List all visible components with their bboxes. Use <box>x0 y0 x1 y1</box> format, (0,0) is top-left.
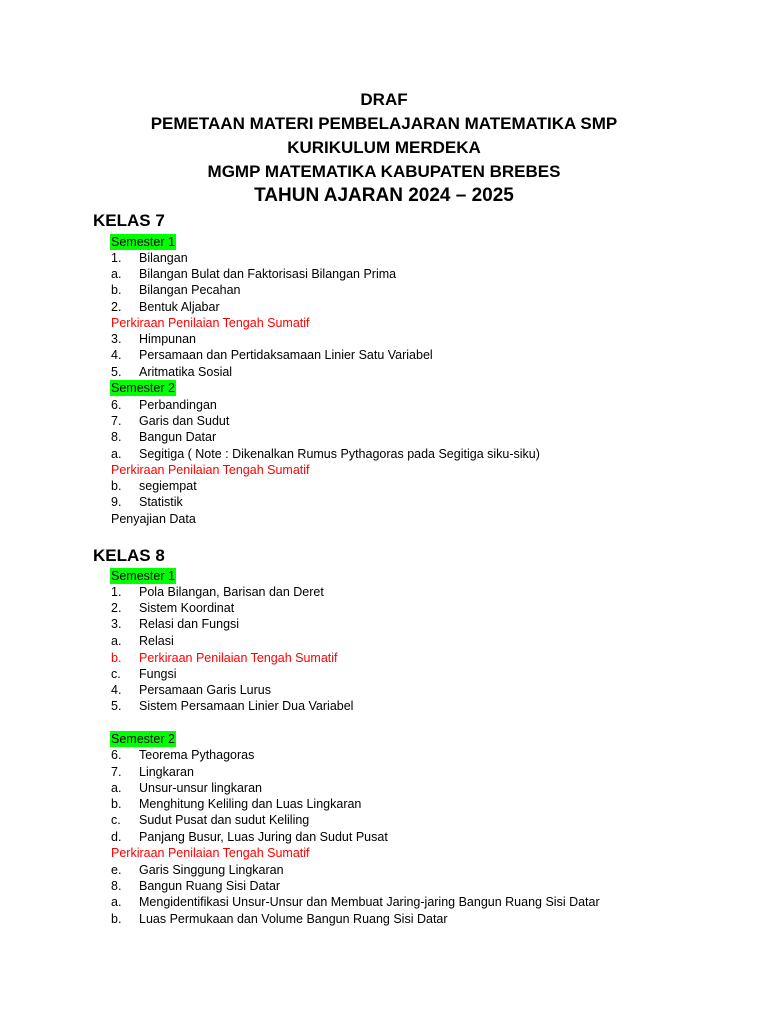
list-item-number: 4. <box>111 348 122 362</box>
list-item-text: Bangun Ruang Sisi Datar <box>139 879 281 893</box>
list-item-number: e. <box>111 863 122 877</box>
list-item <box>0 812 768 828</box>
list-item <box>0 878 768 894</box>
list-item-number: 3. <box>111 332 122 346</box>
list-item <box>0 796 768 812</box>
list-item <box>0 747 768 763</box>
list-item-text: Bilangan Bulat dan Faktorisasi Bilangan Prima <box>139 267 397 281</box>
list-item-text: Lingkaran <box>139 765 194 779</box>
list-item-number: 1. <box>111 585 122 599</box>
list-item <box>0 347 768 363</box>
list-item <box>0 633 768 649</box>
semester-label <box>0 568 768 584</box>
list-item-text: Segitiga ( Note : Dikenalkan Rumus Pythagoras pada Segitiga siku-siku) <box>139 447 540 461</box>
list-item-text: Perkiraan Penilaian Tengah Sumatif <box>139 651 338 665</box>
list-item-number: 8. <box>111 430 122 444</box>
list-item <box>0 446 768 462</box>
organization-title: MGMP MATEMATIKA KABUPATEN BREBES <box>207 162 561 181</box>
list-item-number: b. <box>111 651 122 665</box>
list-item-text: Sistem Persamaan Linier Dua Variabel <box>139 699 354 713</box>
list-item-text: Bangun Datar <box>139 430 217 444</box>
list-item-number: a. <box>111 447 122 461</box>
list-item-text: Bentuk Aljabar <box>139 300 220 314</box>
list-item <box>0 780 768 796</box>
list-item-text: Unsur-unsur lingkaran <box>139 781 262 795</box>
list-item <box>0 600 768 616</box>
list-item <box>0 478 768 494</box>
list-item <box>0 616 768 632</box>
list-item-text: Sistem Koordinat <box>139 601 235 615</box>
list-item-number: 7. <box>111 414 122 428</box>
list-item <box>0 429 768 445</box>
list-item <box>0 698 768 714</box>
list-item-text: Garis Singgung Lingkaran <box>139 863 284 877</box>
list-item-text: segiempat <box>139 479 197 493</box>
assessment-note <box>0 315 768 331</box>
curriculum-title: KURIKULUM MERDEKA <box>287 138 481 157</box>
semester-label-text: Semester 1 <box>111 235 175 249</box>
list-item <box>0 911 768 927</box>
semester-label <box>0 234 768 250</box>
list-item <box>0 862 768 878</box>
list-item <box>0 397 768 413</box>
list-item-number: c. <box>111 667 121 681</box>
assessment-note-text: Perkiraan Penilaian Tengah Sumatif <box>111 463 310 477</box>
semester-label-text: Semester 2 <box>111 381 175 395</box>
assessment-note-text: Perkiraan Penilaian Tengah Sumatif <box>111 316 310 330</box>
list-item-number: b. <box>111 479 122 493</box>
list-subitem-text: Penyajian Data <box>111 512 196 526</box>
kelas-8-heading: KELAS 8 <box>93 546 165 565</box>
list-item-number: b. <box>111 797 122 811</box>
list-item-text: Relasi <box>139 634 174 648</box>
list-item-number: 5. <box>111 699 122 713</box>
list-item-text: Perbandingan <box>139 398 217 412</box>
academic-year-title: TAHUN AJARAN 2024 – 2025 <box>254 185 514 206</box>
list-item <box>0 413 768 429</box>
list-item <box>0 666 768 682</box>
list-item-text: Menghitung Keliling dan Luas Lingkaran <box>139 797 362 811</box>
list-item-text: Luas Permukaan dan Volume Bangun Ruang Sisi Datar <box>139 912 448 926</box>
list-item-number: 5. <box>111 365 122 379</box>
list-item-text: Persamaan dan Pertidaksamaan Linier Satu Variabel <box>139 348 433 362</box>
document-title: PEMETAAN MATERI PEMBELAJARAN MATEMATIKA SMP <box>150 114 618 133</box>
list-item-number: 7. <box>111 765 122 779</box>
list-item-number: c. <box>111 813 121 827</box>
list-item-text: Panjang Busur, Luas Juring dan Sudut Pusat <box>139 830 388 844</box>
list-item-text: Bilangan Pecahan <box>139 283 241 297</box>
list-item-text: Persamaan Garis Lurus <box>139 683 272 697</box>
list-item-number: b. <box>111 912 122 926</box>
list-item <box>0 584 768 600</box>
semester-label <box>0 731 768 747</box>
list-item-text: Teorema Pythagoras <box>139 748 255 762</box>
list-item-text: Sudut Pusat dan sudut Keliling <box>139 813 310 827</box>
list-item <box>0 266 768 282</box>
assessment-note <box>0 462 768 478</box>
list-item-text: Mengidentifikasi Unsur-Unsur dan Membuat Jaring-jaring Bangun Ruang Sisi Datar <box>139 895 600 909</box>
semester-label-text: Semester 1 <box>111 569 175 583</box>
semester-label <box>0 380 768 396</box>
list-item <box>0 364 768 380</box>
list-item-number: 9. <box>111 495 122 509</box>
list-item-number: 1. <box>111 251 122 265</box>
list-item <box>0 764 768 780</box>
list-item-text: Bilangan <box>139 251 188 265</box>
list-item-number: 6. <box>111 748 122 762</box>
list-subitem <box>0 511 768 527</box>
list-item-text: Statistik <box>139 495 183 509</box>
list-item-number: 8. <box>111 879 122 893</box>
kelas-7-heading: KELAS 7 <box>93 211 165 230</box>
list-item-number: b. <box>111 283 122 297</box>
list-item <box>0 894 768 910</box>
list-item-number: 2. <box>111 300 122 314</box>
list-item <box>0 494 768 510</box>
list-item-number: a. <box>111 781 122 795</box>
list-item-number: a. <box>111 895 122 909</box>
list-item-text: Garis dan Sudut <box>139 414 230 428</box>
list-item-number: d. <box>111 830 122 844</box>
list-item-number: 4. <box>111 683 122 697</box>
list-item-text: Fungsi <box>139 667 177 681</box>
list-item <box>0 650 768 666</box>
list-item-text: Pola Bilangan, Barisan dan Deret <box>139 585 324 599</box>
list-item-text: Aritmatika Sosial <box>139 365 233 379</box>
list-item-number: a. <box>111 267 122 281</box>
list-item-number: 2. <box>111 601 122 615</box>
list-item <box>0 299 768 315</box>
list-item <box>0 331 768 347</box>
list-item-number: 6. <box>111 398 122 412</box>
list-item-number: 3. <box>111 617 122 631</box>
list-item-text: Himpunan <box>139 332 196 346</box>
list-item-number: a. <box>111 634 122 648</box>
list-item <box>0 682 768 698</box>
list-item-text: Relasi dan Fungsi <box>139 617 240 631</box>
list-item <box>0 250 768 266</box>
list-item <box>0 282 768 298</box>
list-item <box>0 829 768 845</box>
assessment-note <box>0 845 768 861</box>
semester-label-text: Semester 2 <box>111 732 175 746</box>
draft-label: DRAF <box>360 90 408 109</box>
assessment-note-text: Perkiraan Penilaian Tengah Sumatif <box>111 846 310 860</box>
